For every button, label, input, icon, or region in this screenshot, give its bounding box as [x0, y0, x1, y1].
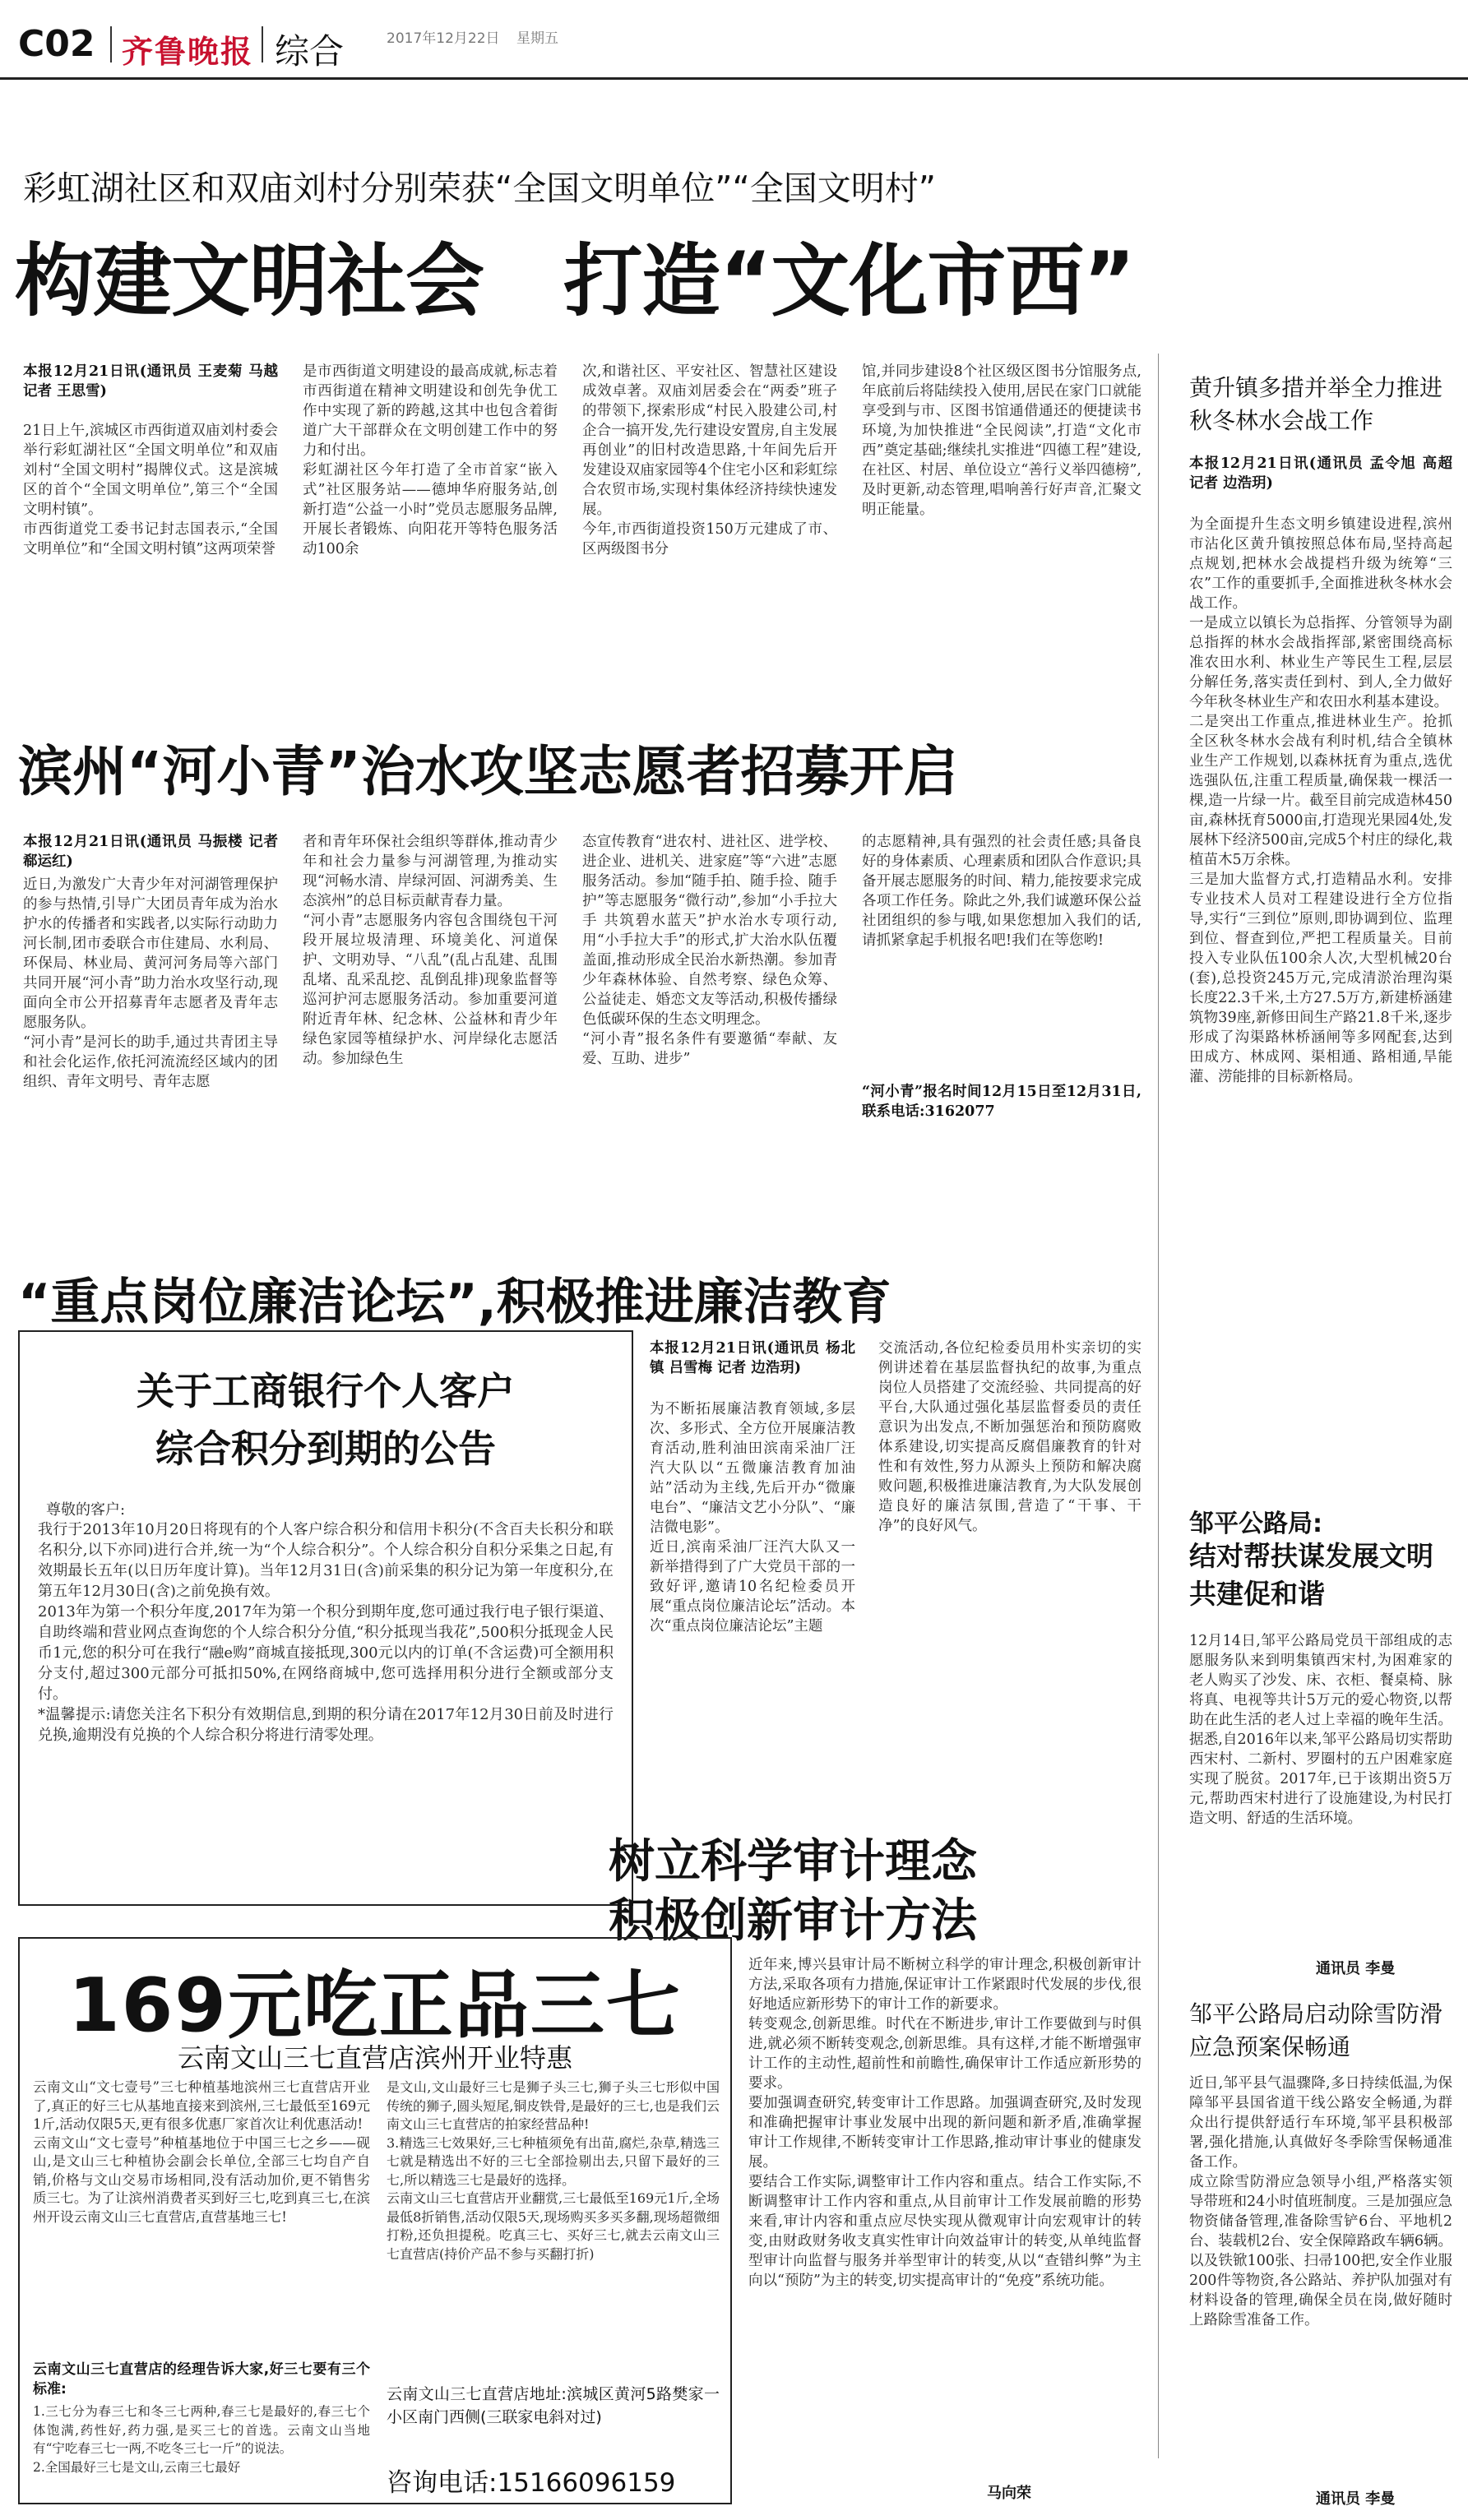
side2-kicker: 邹平公路局:	[1189, 1510, 1322, 1538]
story2-col1: 近日,为激发广大青少年对河湖管理保护的参与热情,引导广大团员青年成为治水护水的传播者和实践者,以实际行动助力河长制,团市委联合市住建局、水利局、环保局、林业局、黄河河务局等六部门共同开展“河小青”助力治水攻坚行动,现面向全市公开招募青年志愿者及青年志愿服务队。 “河小青”是河长的助手,通过共青团主导和社会化运作,依托河流流经区域内的团组织、青年文明号、青年志愿	[23, 876, 278, 1090]
side2-body: 12月14日,邹平公路局党员干部组成的志愿服务队来到明集镇西宋村,为困难家的老人购买了沙发、床、衣柜、餐桌椅、脉将真、电视等共计5万元的爱心物资,以帮助在此生活的老人过上幸福的晚年生活。据悉,自2016年以来,邹平公路局切实帮助西宋村、二新村、罗圈村的五户困难家庭实现了脱贫。2017年,已于该期出资5万元,帮助西宋村进行了设施建设,为村民打造文明、舒适的生活环境。	[1189, 1633, 1452, 1827]
masthead-divider	[262, 26, 263, 62]
side2-title: 结对帮扶谋发展文明共建促和谐	[1189, 1540, 1433, 1610]
story1-kicker: 彩虹湖社区和双庙刘村分别荣获“全国文明单位”“全国文明村”	[23, 169, 936, 208]
story1-title: 构建文明社会 打造“文化市西”	[15, 235, 1135, 327]
story3-col2: 交流活动,各位纪检委员用朴实亲切的实例讲述着在基层监督执纪的故事,为重点岗位人员搭建了交流经验、共同提高的好平台,大队通过强化基层监督委员的责任意识为出发点,不断加强惩治和预防腐败体系建设,切实提高反腐倡廉教育的针对性和有效性,努力从源头上预防和解决腐败问题,积极推进廉洁教育,为大队发展创造良好的廉洁氛围,营造了“干事、干净”的良好风气。	[878, 1340, 1142, 1534]
issue-date: 2017年12月22日	[387, 30, 500, 47]
story2-col4: 的志愿精神,具有强烈的社会责任感;具备良好的身体素质、心理素质和团队合作意识;具备开展志愿服务的时间、精力,能按要求完成各项工作任务。除此之外,我们诚邀环保公益社团组织的参与哦,如果您想加入我们的话,请抓紧拿起手机报名吧!我们在等您哟!	[862, 834, 1142, 949]
ad-subheadline: 云南文山三七直营店滨州开业特惠	[177, 2042, 572, 2074]
story3-byline: 本报12月21日讯(通讯员 杨北镇 吕雪梅 记者 边浩玥)	[650, 1340, 855, 1376]
masthead-divider	[110, 26, 112, 62]
notice-title-line1: 关于工商银行个人客户	[137, 1369, 515, 1413]
story2-signup: “河小青”报名时间12月15日至12月31日,联系电话:3162077	[862, 1084, 1142, 1120]
story1-col3: 次,和谐社区、平安社区、智慧社区建设成效卓著。双庙刘居委会在“两委”班子的带领下,探索形成“村民入股建公司,村企合一搞开发,先行建设安置房,自主发展再创业”的旧村改造思路,十年间先后开发建设双庙家园等4个住宅小区和彩虹综合农贸市场,实现村集体经济持续快速发展。 今年,市西街道投资150万元建成了市、区两级图书分	[582, 363, 837, 557]
story2-col2: 者和青年环保社会组织等群体,推动青少年和社会力量参与河湖管理,为推动实现“河畅水清、岸绿河固、河湖秀美、生态滨州”的总目标贡献青春力量。 “河小青”志愿服务内容包含围绕包干河段开展垃圾清理、环境美化、河道保护、文明劝导、“八乱”(乱占乱建、乱围乱堵、乱采乱挖、乱倒乱排)现象监督等巡河护河志愿服务活动。参加重要河道附近青年林、纪念林、公益林和青少年绿色家园等植绿护水、河岸绿化志愿活动。参加绿色生	[303, 834, 558, 1067]
page-number: C02	[18, 23, 95, 65]
story2-col3: 态宣传教育“进农村、进社区、进学校、进企业、进机关、进家庭”等“六进”志愿服务活动。参加“随手拍、随手捡、随手护”等志愿服务“微行动”,参加“小手拉大手 共筑碧水蓝天”护水治水专项行动,用“小手拉大手”的形式,扩大治水队伍覆盖面,推动形成全民治水新热潮。参加青少年森林体验、自然考察、绿色众筹、公益徒走、婚恋文友等活动,积极传播绿色低碳环保的生态文明理念。 “河小青”报名条件有要邀循“奉献、友爱、互助、进步”	[582, 834, 837, 1067]
side1-body: 为全面提升生态文明乡镇建设进程,滨州市沾化区黄升镇按照总体布局,坚持高起点规划,把林水会战提档升级为统筹“三农”工作的重要抓手,全面推进秋冬林水会战工作。 一是成立以镇长为总指挥、分管领导为副总指挥的林水会战指挥部,紧密围绕高标准农田水利、林业生产等民生工程,层层分解任务,落实责任到村、到人,全力做好今年秋冬林业生产和农田水利基本建设。 二是突出工作重点,推进林业生产。抢抓全区秋冬林水会战有利时机,结合全镇林业生产工作规划,以森林抚育为重点,选优选强队伍,注重工程质量,确保栽一棵活一棵,造一片绿一片。截至目前完成造林450亩,森林抚育5000亩,打造现光果园4处,发展林下经济500亩,完成5个村庄的绿化,栽植苗木5万余株。 三是加大监督方式,打造精品水利。安排专业技术人员对工程建设进行全方位指导,实行“三到位”原则,即协调到位、监理到位、督查到位,严把工程质量关。目前投入专业队伍100余人次,大型机械20台(套),总投资245万元,完成清淤治理沟渠长度22.3千米,土方27.5万方,新建桥涵建筑物39座,新修田间生产路21.8千米,逐步形成了沟渠路林桥涵闸等多网配套,达到田成方、林成网、渠相通、路相通,旱能灌、涝能排的目标新格局。	[1189, 516, 1452, 1085]
story2-title: 滨州“河小青”治水攻坚志愿者招募开启	[18, 740, 958, 803]
ad-col1: 云南文山“文七壹号”三七种植基地滨州三七直营店开业了,真正的好三七从基地直接来到滨州,三七最低至169元1斤,活动仅限5天,更有很多优惠厂家首次让利优惠活动! 云南文山“文七壹号”种植基地位于中国三七之乡——砚山,是文山三七种植协会副会长单位,全部三七均自产自销,价格与文山交易市场相同,没有活动加价,更不销售劣质三七。为了让滨州消费者买到好三七,吃到真三七,在滨州开设云南文山三七直营店,直营基地三七!	[33, 2079, 370, 2225]
section-name: 综合	[275, 31, 345, 72]
story4-title-line1: 树立科学审计理念	[609, 1835, 977, 1889]
side3-body: 近日,邹平县气温骤降,多日持续低温,为保障邹平县国省道干线公路安全畅通,为群众出行提供舒适行车环境,邹平县积极部署,强化措施,认真做好冬季除雪保畅通准备工作。 成立除雪防滑应急领导小组,严格落实领导带班和24小时值班制度。三是加强应急物资储备管理,准备除雪铲6台、平地机2台、装载机2台、安全保障路政车辆6辆。以及铁锨100张、扫帚100把,安全作业服200件等物资,各公路站、养护队加强对有材料设备的管理,确保全员在岗,做好随时上路除雪准备工作。	[1189, 2075, 1452, 2328]
ad-phone: 咨询电话:15166096159	[387, 2468, 676, 2498]
ad-address: 云南文山三七直营店地址:滨城区黄河5路樊家一小区南门西侧(三联家电斜对过)	[387, 2385, 720, 2426]
ad-col2: 是文山,文山最好三七是狮子头三七,狮子头三七形似中国传统的狮子,圆头短尾,铜皮铁骨,是最好的三七,也是我们云南文山三七直营店的拍家经营品种! 3.精选三七效果好,三七种植须免有出苗,腐烂,杂草,精选三七就是精选出不好的三七全部捡剔出去,只留下最好的三七,所以精选三七是最好的选择。 云南文山三七直营店开业翻赏,三七最低至169元1斤,全场最低8折销售,活动仅限5天,现场购买多买多翻,现场超微细打粉,还负担提税。吃真三七、买好三七,就去云南文山三七直营店(持价产品不参与买翻打折)	[387, 2079, 720, 2262]
issue-weekday: 星期五	[516, 30, 558, 47]
side1-title: 黄升镇多措并举全力推进秋冬林水会战工作	[1189, 374, 1443, 434]
ad-headline: 169元吃正品三七	[68, 1963, 682, 2049]
ad-quality-title: 云南文山三七直营店的经理告诉大家,好三七要有三个标准:	[33, 2361, 370, 2397]
story1-col4: 馆,并同步建设8个社区级区图书分馆服务点,年底前后将陆续投入使用,居民在家门口就能享受到与市、区图书馆通借通还的便捷读书环境,为加快推进“全民阅读”,打造“文化市西”奠定基础;继续扎实推进“四德工程”建设,在社区、村居、单位设立“善行义举四德榜”,及时更新,动态管理,唱响善行好声音,汇聚文明正能量。	[862, 363, 1142, 518]
side3-author: 通讯员 李曼	[1316, 2490, 1396, 2508]
story4-author: 马向荣	[987, 2485, 1031, 2502]
masthead-rule	[0, 77, 1468, 80]
notice-body: 我行于2013年10月20日将现有的个人客户综合积分和信用卡积分(不含百夫长积分和联名积分,以下亦同)进行合并,统一为“个人综合积分”。个人综合积分自积分采集之日起,有效期最长五年(以日历年度计算)。当年12月31日(含)前采集的积分记为第一年度积分,在第五年12月30日(含)之前免换有效。 2013年为第一个积分年度,2017年为第一个积分到期年度,您可通过我行电子银行渠道、自助终端和营业网点查询您的个人综合积分分值,“积分抵现当我花”,500积分抵现金人民币1元,您的积分可在我行“融e购”商城直接抵现,300元以内的订单(不含运费)可全额用积分支付,超过300元部分可抵扣50%,在网络商城中,您可选择用积分进行全额或部分支付。 *温馨提示:请您关注名下积分有效期信息,到期的积分请在2017年12月30日前及时进行兑换,逾期没有兑换的个人综合积分将进行清零处理。	[38, 1521, 614, 1744]
side1-byline: 本报12月21日讯(通讯员 孟令旭 高超 记者 边浩玥)	[1189, 455, 1452, 492]
ad-quality-body: 1.三七分为春三七和冬三七两种,春三七是最好的,春三七个体饱满,药性好,药力强,是买三七的首选。云南文山当地有“宁吃春三七一两,不吃冬三七一斤”的说法。 2.全国最好三七是文山,云南三七最好	[33, 2404, 370, 2475]
paper-logo: 齐鲁晚报	[122, 33, 254, 70]
notice-title-line2: 综合积分到期的公告	[155, 1426, 496, 1471]
story4-title-line2: 积极创新审计方法	[609, 1894, 977, 1948]
col-divider	[1158, 354, 1159, 2458]
story4-body: 近年来,博兴县审计局不断树立科学的审计理念,积极创新审计方法,采取各项有力措施,保证审计工作紧跟时代发展的步伐,很好地适应新形势下的审计工作的新要求。 转变观念,创新思维。时代在不断进步,审计工作要做到与时俱进,就必须不断转变观念,创新思维。具有这样,才能不断增强审计工作的主动性,超前性和前瞻性,确保审计工作适应新形势的要求。 要加强调查研究,转变审计工作思路。加强调查研究,及时发现和准确把握审计事业发展中出现的新问题和新矛盾,准确掌握审计工作规律,不断转变审计工作思路,推动审计事业的健康发展。 要结合工作实际,调整审计工作内容和重点。结合工作实际,不断调整审计工作内容和重点,从目前审计工作发展前瞻的形势来看,审计内容和重点应尽快实现从微观审计向宏观审计的转变,由财政财务收支真实性审计向效益审计的转变,从单纯监督型审计向监督与服务并举型审计的转变,从以“查错纠弊”为主向以“预防”为主的转变,切实提高审计的“免疫”系统功能。	[748, 1957, 1142, 2289]
masthead	[0, 0, 1468, 78]
side3-title: 邹平公路局启动除雪防滑应急预案保畅通	[1189, 2000, 1443, 2060]
notice-salutation: 尊敬的客户:	[46, 1501, 126, 1519]
story1-col2: 是市西街道文明建设的最高成就,标志着市西街道在精神文明建设和创先争优工作中实现了新的跨越,这其中也包含着街道广大干部群众在文明创建工作中的努力和付出。 彩虹湖社区今年打造了全市首家“嵌入式”社区服务站——德坤华府服务站,创新打造“公益一小时”党员志愿服务品牌,开展长者锻炼、向阳花开等特色服务活动100余	[303, 363, 558, 557]
story1-byline: 本报12月21日讯(通讯员 王麦菊 马越 记者 王思雪)	[23, 363, 278, 400]
side2-author: 通讯员 李曼	[1316, 1960, 1396, 1977]
story3-col1: 为不断拓展廉洁教育领域,多层次、多形式、全方位开展廉洁教育活动,胜利油田滨南采油厂汪汽大队以“五微廉洁教育加油站”活动为主线,先后开办“微廉电台”、“廉洁文艺小分队”、“廉洁微电影”。 近日,滨南采油厂汪汽大队又一新举措得到了广大党员干部的一致好评,邀请10名纪检委员开展“重点岗位廉洁论坛”活动。本次“重点岗位廉洁论坛”主题	[650, 1401, 855, 1635]
story1-col1: 21日上午,滨城区市西街道双庙刘村委会举行彩虹湖社区“全国文明单位”和双庙刘村“全国文明村”揭牌仪式。这是滨城区的首个“全国文明单位”,第三个“全国文明村镇”。 市西街道党工委书记封志国表示,“全国文明单位”和“全国文明村镇”这两项荣誉	[23, 423, 278, 557]
story2-byline: 本报12月21日讯(通讯员 马振楼 记者 郗运红)	[23, 834, 278, 870]
story3-title: “重点岗位廉洁论坛”,积极推进廉洁教育	[18, 1274, 891, 1331]
